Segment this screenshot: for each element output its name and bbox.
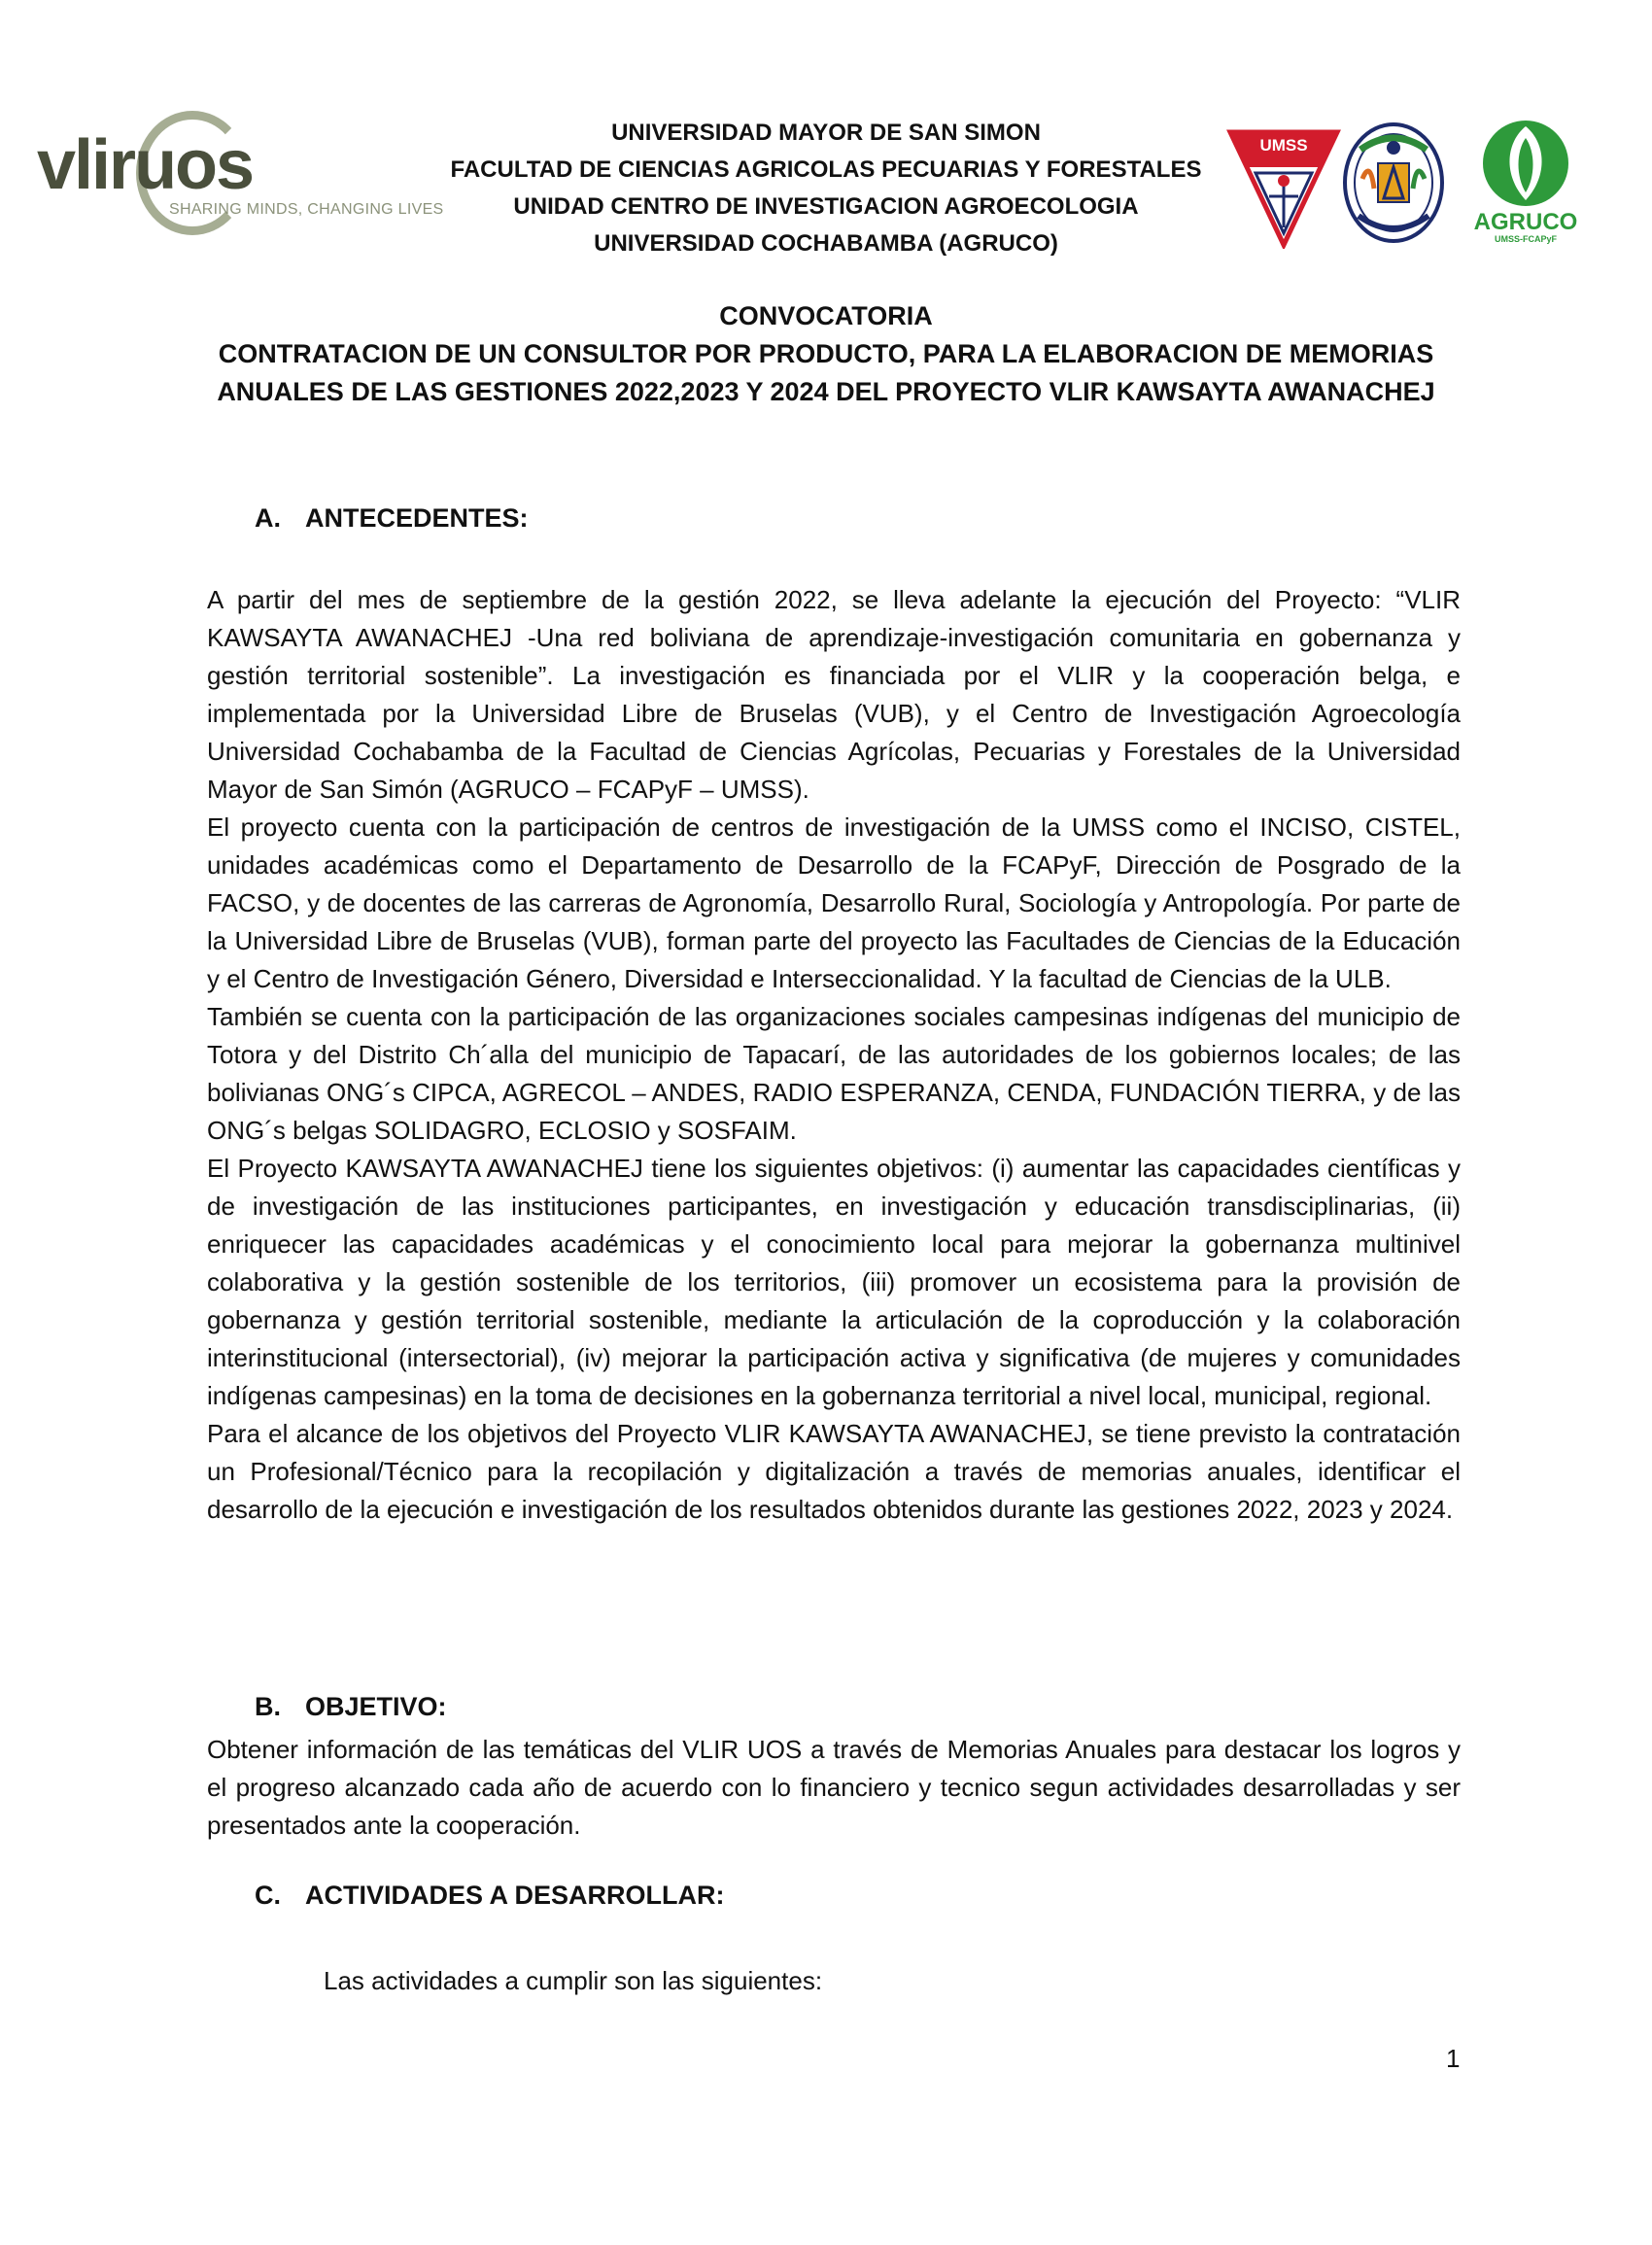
paragraph: El Proyecto KAWSAYTA AWANACHEJ tiene los siguientes objetivos: (i) aumentar las capacidades científicas y de investigación de las instituciones participantes, en investigación y educación transdisciplinarias, (ii) enriquecer las capacidades académicas y el conocimiento local para mejorar la gobernanza multinivel colaborativa y la gestión sostenible de los territorios, (iii) promover un ecosistema para la provisión de gobernanza y gestión territorial sostenible, mediante la articulación de la coproducción y la colaboración interinstitucional (intersectorial), (iv) mejorar la participación activa y significativa (de mujeres y comunidades indígenas campesinas) en la toma de decisiones en la gobernanza territorial a nivel local, municipal, regional. <box>207 1154 1461 1410</box>
paragraph: También se cuenta con la participación de las organizaciones sociales campesinas indígenas del municipio de Totora y del Distrito Ch´alla del municipio de Tapacarí, de las autoridades de los gobiernos locales; de las bolivianas ONG´s CIPCA, AGRECOL – ANDES, RADIO ESPERANZA, CENDA, FUNDACIÓN TIERRA, y de las ONG´s belgas SOLIDAGRO, ECLOSIO y SOSFAIM. <box>207 1002 1461 1145</box>
vliruos-logo-tagline: SHARING MINDS, CHANGING LIVES <box>169 201 444 218</box>
section-b-title: OBJETIVO: <box>305 1692 447 1721</box>
section-a-body <box>207 581 1461 1529</box>
institution-line: UNIDAD CENTRO DE INVESTIGACION AGROECOLOGIA <box>513 193 1139 220</box>
section-c-letter: C. <box>255 1881 281 1910</box>
section-a-letter: A. <box>255 503 281 533</box>
section-a-heading <box>255 503 529 534</box>
institution-header <box>428 115 1224 262</box>
paragraph: A partir del mes de septiembre de la gestión 2022, se lleva adelante la ejecución del Proyecto: “VLIR KAWSAYTA AWANACHEJ -Una red boliviana de aprendizaje-investigación comunitaria en gobernanza y gestión territorial sostenible”. La investigación es financiada por el VLIR y la cooperación belga, e implementada por la Universidad Libre de Bruselas (VUB), y el Centro de Investigación Agroecología Universidad Cochabamba de la Facultad de Ciencias Agrícolas, Pecuarias y Forestales de la Universidad Mayor de San Simón (AGRUCO – FCAPyF – UMSS). <box>207 585 1461 804</box>
paragraph: El proyecto cuenta con la participación de centros de investigación de la UMSS como el INCISO, CISTEL, unidades académicas como el Departamento de Desarrollo de la FCAPyF, Dirección de Posgrado de la FACSO, y de docentes de las carreras de Agronomía, Desarrollo Rural, Sociología y Antropología. Por parte de la Universidad Libre de Bruselas (VUB), forman parte del proyecto las Facultades de Ciencias de la Educación y el Centro de Investigación Género, Diversidad e Interseccionalidad. Y la facultad de Ciencias de la ULB. <box>207 812 1461 993</box>
institution-line: UNIVERSIDAD COCHABAMBA (AGRUCO) <box>594 230 1058 257</box>
section-c-heading <box>255 1881 725 1911</box>
paragraph: Obtener información de las temáticas del VLIR UOS a través de Memorias Anuales para destacar los logros y el progreso alcanzado cada año de acuerdo con lo financiero y tecnico segun actividades desarrolladas y ser presentados ante la cooperación. <box>207 1735 1461 1840</box>
umss-logo <box>1226 128 1341 249</box>
paragraph: Para el alcance de los objetivos del Proyecto VLIR KAWSAYTA AWANACHEJ, se tiene previsto la contratación un Profesional/Técnico para la recopilación y digitalización a través de memorias anuales, identificar el desarrollo de la ejecución e investigación de los resultados obtenidos durante las gestiones 2022, 2023 y 2024. <box>207 1419 1461 1524</box>
section-c-title: ACTIVIDADES A DESARROLLAR: <box>305 1881 725 1910</box>
section-b-letter: B. <box>255 1692 281 1721</box>
document-title <box>146 297 1506 411</box>
title-convocatoria: CONVOCATORIA <box>719 301 933 330</box>
agruco-logo-subtext: UMSS-FCAPyF <box>1494 234 1557 244</box>
institution-line: FACULTAD DE CIENCIAS AGRICOLAS PECUARIAS Y FORESTALES <box>450 156 1202 183</box>
fcapyf-seal <box>1341 121 1446 247</box>
umss-logo-text: UMSS <box>1259 136 1308 155</box>
section-c-intro: Las actividades a cumplir son las siguientes: <box>324 1966 823 1995</box>
vliruos-logo <box>37 107 444 233</box>
agruco-logo <box>1458 117 1594 243</box>
section-b-heading <box>255 1692 447 1722</box>
page-number: 1 <box>1446 2044 1461 2073</box>
title-subject: CONTRATACION DE UN CONSULTOR POR PRODUCTO, PARA LA ELABORACION DE MEMORIAS ANUALES DE LAS GESTIONES 2022,2023 Y 2024 DEL PROYECTO VLIR KAWSAYTA AWANACHEJ <box>217 339 1435 406</box>
section-b-body <box>207 1731 1461 1845</box>
section-a-title: ANTECEDENTES: <box>305 503 529 533</box>
institution-line: UNIVERSIDAD MAYOR DE SAN SIMON <box>611 120 1041 146</box>
vliruos-logo-word: vliruos <box>37 126 254 204</box>
agruco-logo-text: AGRUCO <box>1473 209 1578 235</box>
